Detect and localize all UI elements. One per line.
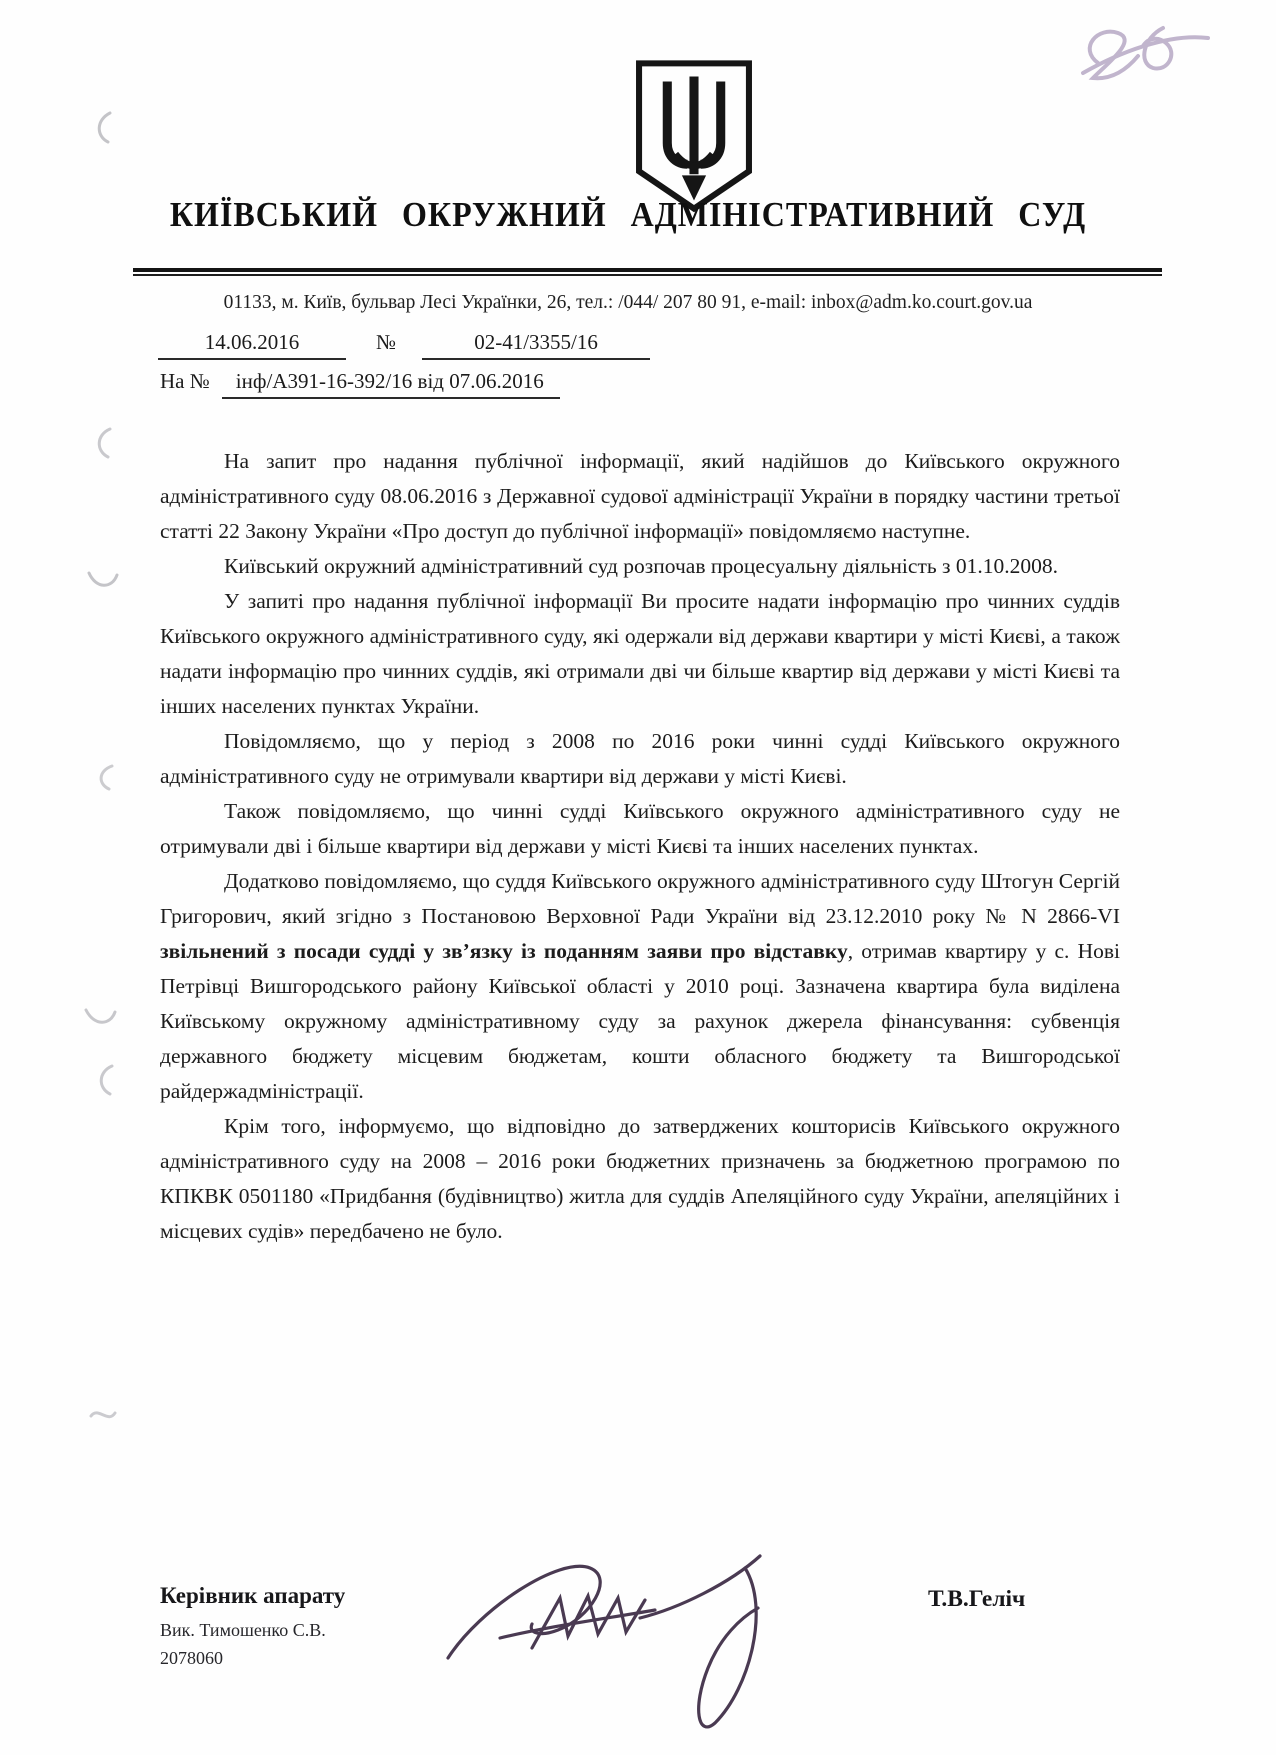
body-paragraph-2: Київський окружний адміністративний суд розпочав процесуальну діяльність з 01.10.2008. [224,554,1059,578]
reply-reference-line [160,369,560,399]
ukraine-trident-emblem [633,58,755,215]
body-paragraph-4: Повідомляємо, що у період з 2008 по 2016 роки чинні судді Київського окружного адміністративного суду не отримували квартири від держави у місті Києві. [160,729,1120,788]
body-paragraph-6 [160,864,1120,1109]
divider-thin-line [133,274,1162,276]
scan-artifact [92,1062,118,1098]
signer-name: Т.В.Геліч [928,1586,1026,1612]
scan-artifact [88,1402,118,1428]
letter-body [160,444,1120,1249]
scan-artifact [90,425,116,461]
header-divider [133,268,1162,276]
number-sign: № [376,330,397,354]
divider-thick-line [133,268,1162,272]
court-address-line: 01133, м. Київ, бульвар Лесі Українки, 26, тел.: /044/ 207 80 91, e-mail: inbox@adm.ko.court.gov.ua [223,292,1033,313]
outgoing-number: 02-41/3355/16 [422,330,650,360]
scan-artifact [90,762,118,792]
scan-artifact [88,108,118,148]
scan-artifact [86,565,120,595]
letter-date: 14.06.2016 [158,330,346,360]
executor-line: Вик. Тимошенко С.В. [160,1620,326,1640]
incoming-reference: інф/А391-16-392/16 від 07.06.2016 [222,369,560,399]
trident-shield-icon [633,58,755,215]
body-paragraph-5: Також повідомляємо, що чинні судді Київського окружного адміністративного суду не отримували дві і більше квартири від держави у місті Києві та інших населених пунктах. [160,799,1120,858]
body-paragraph-7: Крім того, інформуємо, що відповідно до затверджених кошторисів Київського окружного адміністративного суду на 2008 – 2016 роки бюджетних призначень за бюджетною програмою по КПКВК 0501180 «Придбання (будівництво) житла для суддів Апеляційного суду України, апеляційних і місцевих судів» передбачено не було. [160,1114,1120,1243]
scan-artifact [82,1000,118,1034]
paragraph-6-lead: Додатково повідомляємо, що суддя Київського окружного адміністративного суду Штогун Сергій Григорович, який згідно з Постановою Верховної Ради України від 23.12.2010 року № N 2866-VI [160,869,1120,928]
handwritten-page-number-mark [1068,8,1218,108]
reply-label: На № [160,369,210,393]
paragraph-6-bold-dismissal-clause: звільнений з посади судді у зв’язку із поданням заяви про відставку [160,939,848,963]
handwritten-signature [440,1538,800,1748]
body-paragraph-1: На запит про надання публічної інформації, який надійшов до Київського окружного адміністративного суду 08.06.2016 з Державної судової адміністрації України в порядку частини третьої статті 22 Закону України «Про доступ до публічної інформації» повідомляємо наступне. [160,449,1120,543]
signer-position-title: Керівник апарату [160,1583,346,1608]
executor-phone: 2078060 [160,1648,223,1668]
court-name-title: КИЇВСЬКИЙ ОКРУЖНИЙ АДМІНІСТРАТИВНИЙ СУД [169,194,1087,234]
outgoing-reference-line [158,330,650,360]
paragraph-6-tail: , отримав квартиру у с. Нові Петрівці Вишгородського району Київської області у 2010 році. Зазначена квартира була виділена Київському окружному адміністративному суду за рахунок джерела фінансування: субвенція державного бюджету місцевим бюджетам, кошти обласного бюджету та Вишгородської райдержадміністрації. [160,939,1121,1103]
body-paragraph-3: У запиті про надання публічної інформації Ви просите надати інформацію про чинних суддів Київського окружного адміністративного суду, які одержали від держави квартири у місті Києві, а також надати інформацію про чинних суддів, які отримали дві чи більше квартир від держави у місті Києві та інших населених пунктах України. [160,589,1120,718]
